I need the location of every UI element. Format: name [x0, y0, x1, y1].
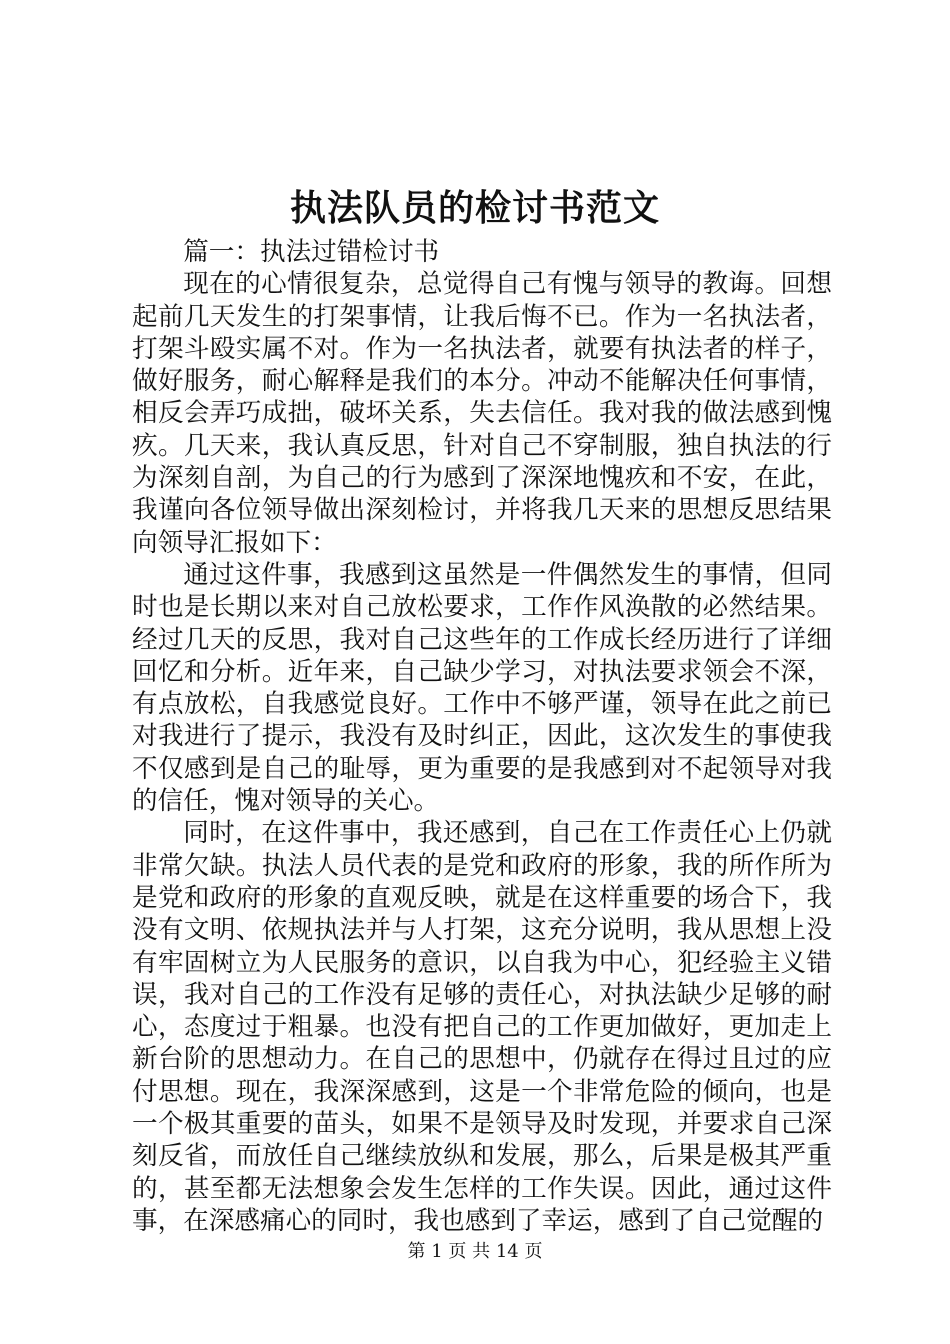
- paragraph-3: 同时，在这件事中，我还感到，自己在工作责任心上仍就非常欠缺。执法人员代表的是党和政府的形象，我的所作所为是党和政府的形象的直观反映，就是在这样重要的场合下，我没有文明、依规执法并与人打架，这充分说明，我从思想上没有牢固树立为人民服务的意识，以自我为中心，犯经验主义错误，我对自己的工作没有足够的责任心，对执法缺少足够的耐心，态度过于粗暴。也没有把自己的工作更加做好，更加走上新台阶的思想动力。在自己的思想中，仍就存在得过且过的应付思想。现在，我深深感到，这是一个非常危险的倾向，也是一个极其重要的苗头，如果不是领导及时发现，并要求自己深刻反省，而放任自己继续放纵和发展，那么，后果是极其严重的，甚至都无法想象会发生怎样的工作失误。因此，通过这件事，在深感痛心的同时，我也感到了幸运，感到了自己觉醒的: [132, 818, 832, 1236]
- document-body: [132, 236, 832, 1237]
- paragraph-2: 通过这件事，我感到这虽然是一件偶然发生的事情，但同时也是长期以来对自己放松要求，工作作风涣散的必然结果。经过几天的反思，我对自己这些年的工作成长经历进行了详细回忆和分析。近年来，自己缺少学习，对执法要求领会不深，有点放松，自我感觉良好。工作中不够严谨，领导在此之前已对我进行了提示，我没有及时纠正，因此，这次发生的事使我不仅感到是自己的耻辱，更为重要的是我感到对不起领导对我的信任，愧对领导的关心。: [132, 559, 832, 817]
- page-number-footer: 第 1 页 共 14 页: [407, 1241, 543, 1262]
- section-heading: 篇一：执法过错检讨书: [183, 237, 440, 267]
- document-title: 执法队员的检讨书范文: [289, 187, 660, 229]
- paragraph-1: 现在的心情很复杂，总觉得自己有愧与领导的教诲。回想起前几天发生的打架事情，让我后悔不已。作为一名执法者，打架斗殴实属不对。作为一名执法者，就要有执法者的样子，做好服务，耐心解释是我们的本分。冲动不能解决任何事情，相反会弄巧成拙，破坏关系，失去信任。我对我的做法感到愧疚。几天来，我认真反思，针对自己不穿制服，独自执法的行为深刻自剖，为自己的行为感到了深深地愧疚和不安，在此，我谨向各位领导做出深刻检讨，并将我几天来的思想反思结果向领导汇报如下：: [132, 269, 832, 558]
